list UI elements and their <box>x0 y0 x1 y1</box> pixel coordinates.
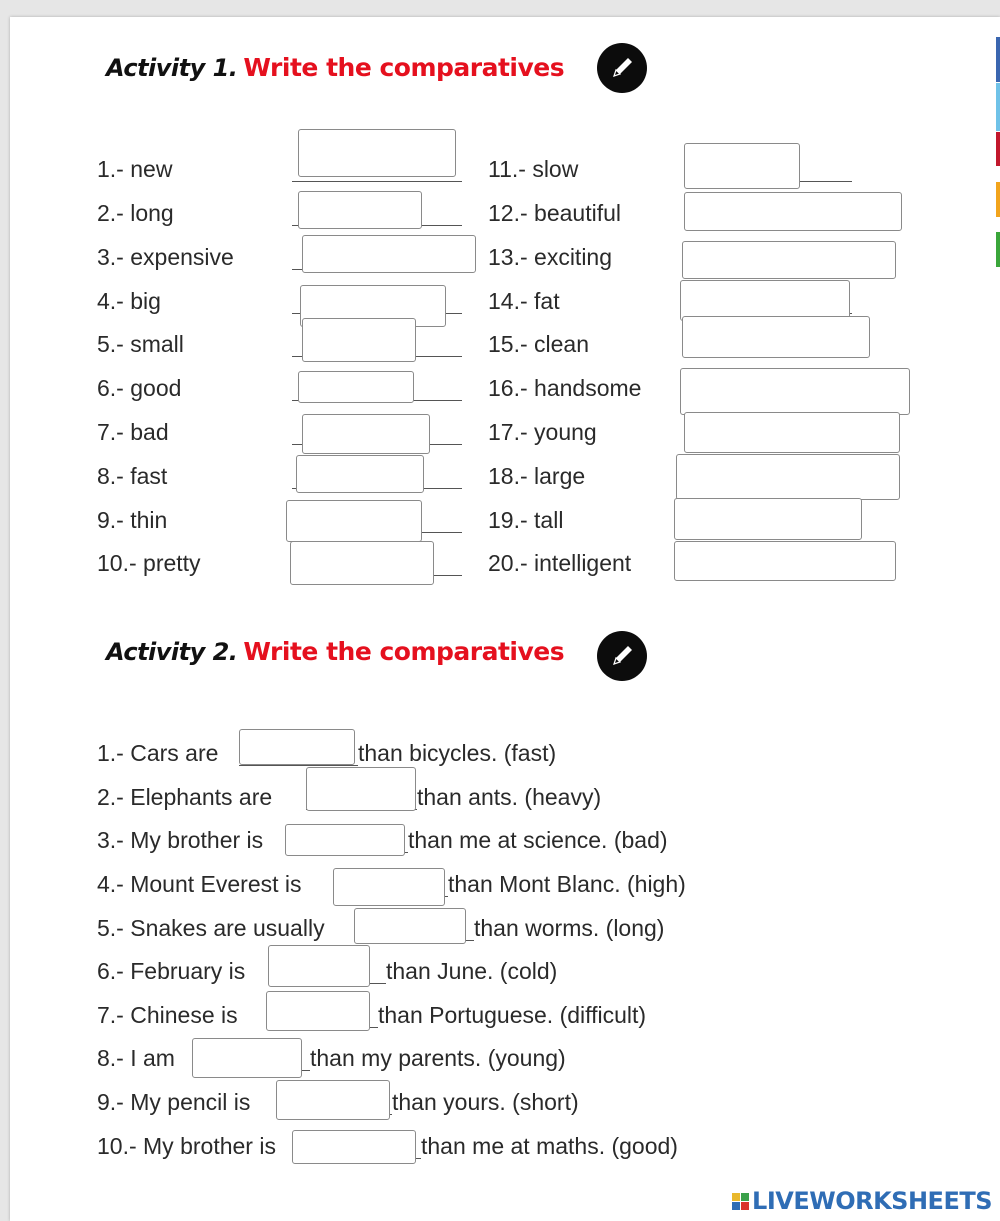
right-column-item-label: 12.- beautiful <box>488 200 621 226</box>
right-column-item-label: 18.- large <box>488 463 586 489</box>
sentence-end: than Portuguese. (difficult) <box>378 1002 647 1028</box>
sentence-end: than my parents. (young) <box>310 1045 566 1071</box>
answer-input[interactable] <box>302 235 476 273</box>
sentence-end: than bicycles. (fast) <box>358 740 557 766</box>
activity-1-label: Activity 1. <box>106 54 238 82</box>
sentence-start: 3.- My brother is <box>97 827 264 853</box>
right-column-item-label: 17.- young <box>488 419 597 445</box>
sentence-end: than me at science. (bad) <box>408 827 668 853</box>
answer-input[interactable] <box>298 371 414 403</box>
sentence-start: 6.- February is <box>97 958 246 984</box>
sentence-end: than me at maths. (good) <box>421 1133 678 1159</box>
answer-input[interactable] <box>682 316 870 358</box>
left-column-item-label: 5.- small <box>97 331 184 357</box>
answer-input[interactable] <box>684 412 900 453</box>
liveworksheets-logo <box>732 1187 992 1215</box>
pencil-icon <box>597 631 647 681</box>
logo-text: LIVEWORKSHEETS <box>752 1187 992 1215</box>
activity-2-label: Activity 2. <box>106 638 238 666</box>
answer-input[interactable] <box>684 143 800 189</box>
edge-strip-red <box>996 132 1000 166</box>
edge-strip-blue <box>996 37 1000 82</box>
answer-input[interactable] <box>682 241 896 279</box>
liveworksheets-logo-icon <box>732 1193 749 1210</box>
answer-input[interactable] <box>674 498 862 540</box>
sentence-start: 2.- Elephants are <box>97 784 273 810</box>
right-column-item-label: 11.- slow <box>488 156 579 182</box>
answer-input[interactable] <box>290 541 434 585</box>
answer-input[interactable] <box>298 191 422 229</box>
right-column-item-label: 13.- exciting <box>488 244 613 270</box>
edge-strip-green <box>996 232 1000 267</box>
answer-input[interactable] <box>684 192 902 231</box>
sentence-end: than worms. (long) <box>474 915 665 941</box>
answer-input[interactable] <box>680 368 910 415</box>
worksheet-page <box>10 17 1000 1221</box>
right-column-item-label: 19.- tall <box>488 507 564 533</box>
answer-input[interactable] <box>680 280 850 321</box>
answer-input[interactable] <box>306 767 416 811</box>
sentence-start: 4.- Mount Everest is <box>97 871 302 897</box>
edge-strip-orange <box>996 182 1000 217</box>
answer-input[interactable] <box>354 908 466 944</box>
activity-1-title: Write the comparatives <box>243 53 565 82</box>
sentence-end: than ants. (heavy) <box>417 784 602 810</box>
answer-input[interactable] <box>296 455 424 493</box>
answer-input[interactable] <box>266 991 370 1031</box>
right-column-item-label: 20.- intelligent <box>488 550 632 576</box>
sentence-end: than Mont Blanc. (high) <box>448 871 686 897</box>
answer-input[interactable] <box>676 454 900 500</box>
answer-input[interactable] <box>276 1080 390 1120</box>
sentence-start: 1.- Cars are <box>97 740 219 766</box>
answer-input[interactable] <box>292 1130 416 1164</box>
answer-underline <box>239 765 358 766</box>
right-column-item-label: 15.- clean <box>488 331 590 357</box>
right-column-item-label: 14.- fat <box>488 288 560 314</box>
edge-strip-cyan <box>996 83 1000 131</box>
answer-input[interactable] <box>239 729 355 765</box>
answer-input[interactable] <box>674 541 896 581</box>
left-column-item-label: 8.- fast <box>97 463 168 489</box>
sentence-start: 9.- My pencil is <box>97 1089 251 1115</box>
sentence-end: than yours. (short) <box>392 1089 579 1115</box>
sentence-start: 8.- I am <box>97 1045 175 1071</box>
answer-underline <box>292 181 462 182</box>
answer-input[interactable] <box>285 824 405 856</box>
sentence-start: 7.- Chinese is <box>97 1002 238 1028</box>
left-column-item-label: 7.- bad <box>97 419 169 445</box>
sentence-end: than June. (cold) <box>386 958 558 984</box>
left-column-item-label: 3.- expensive <box>97 244 234 270</box>
activity-2-title: Write the comparatives <box>243 637 565 666</box>
answer-input[interactable] <box>268 945 370 987</box>
left-column-item-label: 2.- long <box>97 200 174 226</box>
answer-input[interactable] <box>192 1038 302 1078</box>
sentence-start: 10.- My brother is <box>97 1133 276 1159</box>
left-column-item-label: 6.- good <box>97 375 182 401</box>
answer-input[interactable] <box>298 129 456 177</box>
answer-input[interactable] <box>333 868 445 906</box>
activity-2-heading <box>106 637 564 666</box>
left-column-item-label: 4.- big <box>97 288 161 314</box>
answer-input[interactable] <box>302 318 416 362</box>
left-column-item-label: 10.- pretty <box>97 550 201 576</box>
right-column-item-label: 16.- handsome <box>488 375 642 401</box>
answer-input[interactable] <box>286 500 422 542</box>
left-column-item-label: 9.- thin <box>97 507 168 533</box>
sentence-start: 5.- Snakes are usually <box>97 915 325 941</box>
left-column-item-label: 1.- new <box>97 156 173 182</box>
answer-input[interactable] <box>302 414 430 454</box>
pencil-icon <box>597 43 647 93</box>
activity-1-heading <box>106 53 564 82</box>
